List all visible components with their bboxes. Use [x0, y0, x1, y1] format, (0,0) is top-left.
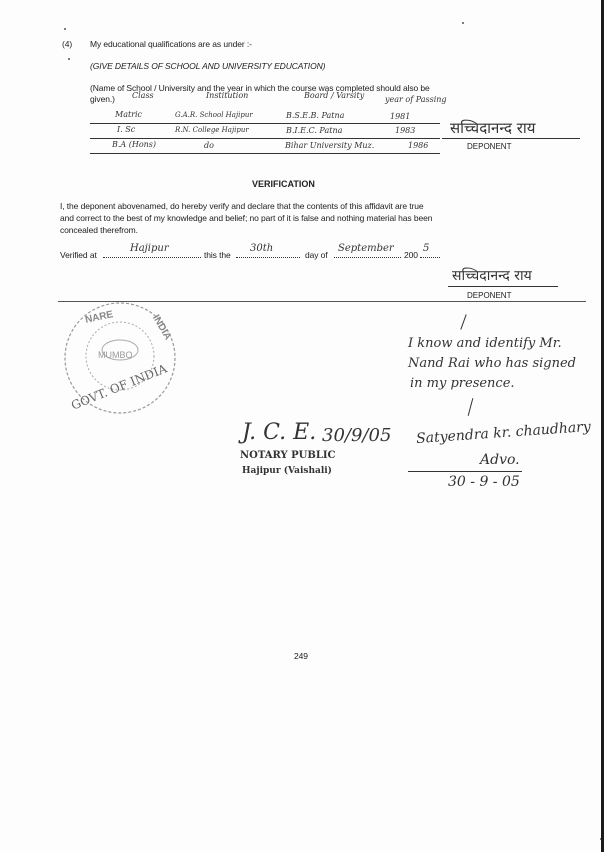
- verified-place-field: [103, 243, 201, 258]
- verification-line-3: concealed therefrom.: [60, 225, 138, 235]
- notary-date: 30/9/05: [322, 425, 392, 446]
- instruction-line-2: given.): [90, 94, 115, 104]
- verified-month: September: [338, 243, 394, 254]
- table-row-1-institution: G.A.R. School Hajipur: [175, 111, 253, 119]
- year-suffix: 5: [423, 243, 430, 254]
- table-row-1-year: 1981: [390, 112, 411, 121]
- verified-at-label: Verified at: [60, 250, 97, 260]
- scan-speck: [462, 22, 464, 24]
- verification-line-1: I, the deponent abovenamed, do hereby verify and declare that the contents of this affidavit are true: [60, 201, 424, 211]
- deponent-label-2: DEPONENT: [467, 291, 512, 300]
- page-number: 249: [294, 651, 308, 661]
- table-row-3-institution: do: [204, 141, 214, 150]
- table-header-class: Class: [132, 91, 154, 100]
- table-row-rule-1: [90, 123, 440, 124]
- table-header-board: Board / Varsity: [304, 91, 365, 100]
- table-header-year: year of Passing: [385, 95, 447, 104]
- verified-day: 30th: [250, 243, 274, 254]
- table-row-1-board: B.S.E.B. Patna: [286, 111, 345, 120]
- signature-top-line: [442, 138, 580, 139]
- identify-tick: [460, 314, 466, 329]
- table-row-3-year: 1986: [408, 141, 429, 150]
- identify-line-3: in my presence.: [410, 376, 515, 391]
- identify-line-1: I know and identify Mr.: [408, 336, 562, 351]
- this-the-label: this the: [204, 250, 231, 260]
- signature-mid-line: [448, 286, 558, 287]
- verification-heading: VERIFICATION: [252, 179, 315, 189]
- identify-tick-2: [468, 398, 474, 416]
- year-prefix: 200: [404, 250, 418, 260]
- table-row-2-class: I. Sc: [117, 125, 136, 134]
- table-row-2-year: 1983: [395, 126, 416, 135]
- table-header-institution: Institution: [206, 91, 249, 100]
- advocate-title: Advo.: [480, 452, 520, 468]
- table-row-2-board: B.I.E.C. Patna: [286, 126, 343, 135]
- verified-place: Hajipur: [130, 243, 169, 254]
- signature-top: सच्चिदानन्द राय: [450, 119, 536, 137]
- table-row-rule-2: [90, 138, 440, 139]
- seal-text-side: INDIA: [150, 312, 174, 343]
- seal-bottom: GOVT. OF INDIA: [69, 361, 169, 413]
- table-row-3-class: B.A (Hons): [112, 140, 157, 149]
- verification-line-2: and correct to the best of my knowledge and belief; no part of it is false and nothing material has been: [60, 213, 433, 223]
- seal-center: MUMBO: [98, 350, 133, 360]
- notary-place: Hajipur (Vaishali): [242, 466, 332, 476]
- deponent-label-1: DEPONENT: [467, 142, 512, 151]
- notary-title: NOTARY PUBLIC: [240, 450, 336, 461]
- instruction-line-1: (Name of School / University and the year in which the course was completed should also be: [90, 83, 430, 93]
- section-number: (4): [62, 39, 73, 49]
- verified-month-field: [334, 243, 401, 258]
- table-row-rule-3: [90, 153, 440, 154]
- qualifications-intro: My educational qualifications are as under :-: [90, 39, 252, 49]
- advocate-date: 30 - 9 - 05: [448, 474, 520, 490]
- subtitle: (GIVE DETAILS OF SCHOOL AND UNIVERSITY EDUCATION): [90, 61, 326, 71]
- table-row-3-board: Bihar University Muz.: [285, 141, 375, 150]
- year-suffix-field: [420, 243, 440, 258]
- seal-text-top: NARE: [84, 309, 115, 326]
- identify-line-2: Nand Rai who has signed: [408, 356, 577, 371]
- day-of-label: day of: [305, 250, 328, 260]
- advocate-name: Satyendra kr. chaudhary: [415, 418, 592, 448]
- notary-initials: J. C. E.: [242, 420, 317, 445]
- scan-speck: [68, 58, 70, 60]
- scan-speck: [64, 28, 66, 30]
- signature-mid: सच्चिदानन्द राय: [452, 268, 532, 284]
- table-row-2-institution: R.N. College Hajipur: [175, 126, 249, 134]
- table-row-1-class: Matric: [115, 110, 143, 119]
- advocate-underline: [408, 471, 522, 472]
- verified-day-field: [236, 243, 300, 258]
